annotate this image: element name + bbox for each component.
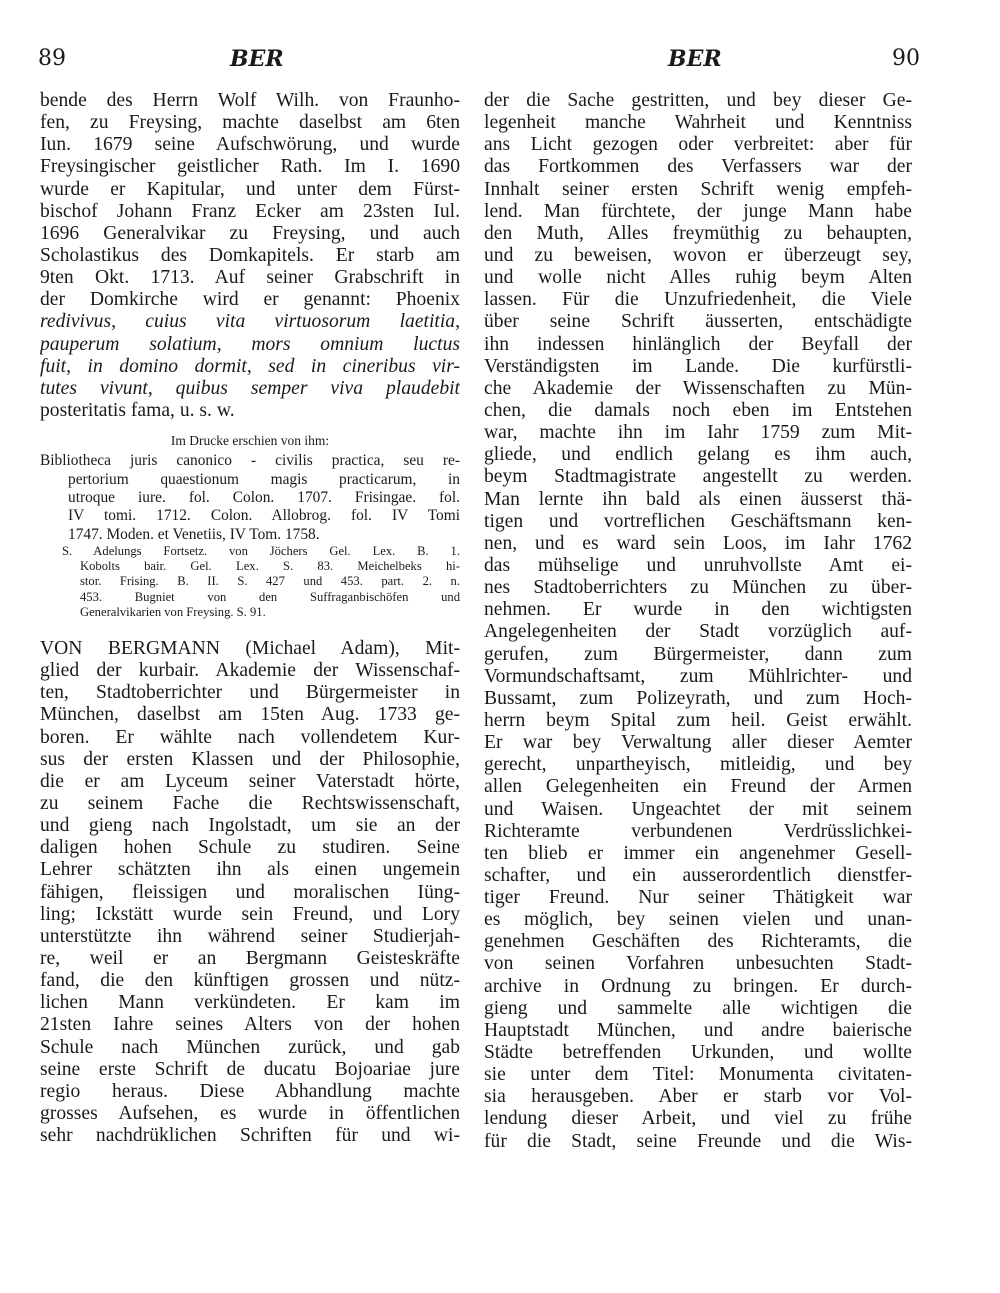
text-line: für die Stadt, seine Freunde und die Wis-: [484, 1130, 912, 1152]
text-line: von seinen Vorfahren unbesuchten Stadt-: [484, 953, 912, 975]
text-line: 21sten Iahre seines Alters von der hohen: [40, 1014, 460, 1036]
bibliography-line: Bibliotheca juris canonico - civilis practica, seu re-: [40, 452, 460, 470]
text-line: 1696 Generalvikar zu Freysing, und auch: [40, 222, 460, 244]
text-line: re, weil er an Bergmann Geisteskräfte: [40, 947, 460, 969]
right-page-number: 90: [892, 46, 920, 71]
text-line: über seine Schrift äusserten, entschädigte: [484, 311, 912, 333]
text-line: Iun. 1679 seine Aufschwörung, und wurde: [40, 134, 460, 156]
text-line: und zu beweisen, wovon er überzeugt sey,: [484, 244, 912, 266]
text-line: archive in Ordnung zu bringen. Er durch-: [484, 975, 912, 997]
text-line: fähigen, fleissigen und moralischen Iüng-: [40, 881, 460, 903]
text-line: bischof Johann Franz Ecker am 23sten Iul.: [40, 200, 460, 222]
text-line: es möglich, bey seinen vielen und unan-: [484, 909, 912, 931]
text-line: redivivus, cuius vita virtuosorum laetitia,: [40, 311, 460, 333]
text-line: Verständigsten im Lande. Die kurfürstli-: [484, 355, 912, 377]
text-line: gerufen, zum Bürgermeister, dann zum: [484, 643, 912, 665]
text-line: und gieng nach Ingolstadt, um sie an der: [40, 815, 460, 837]
entry-fraunhofen-continuation: [40, 90, 460, 422]
right-column: [484, 90, 912, 1153]
text-line: daligen hohen Schule zu studiren. Seine: [40, 837, 460, 859]
text-line: Innhalt seiner ersten Schrift wenig empfeh-: [484, 178, 912, 200]
reference-notes: [40, 544, 460, 620]
text-line: und wolle nicht Alles ruhig beym Alten: [484, 267, 912, 289]
text-line: ling; Ickstätt wurde sein Freund, und Lory: [40, 903, 460, 925]
bibliography-block: [40, 452, 460, 544]
text-line: glied der kurbair. Akademie der Wissenschaf-: [40, 660, 460, 682]
text-line: das Fortkommen des Verfassers war der: [484, 156, 912, 178]
text-line: die er am Lyceum seiner Vaterstadt hörte,: [40, 770, 460, 792]
text-line: genehmen Geschäften des Richteramts, die: [484, 931, 912, 953]
text-line: tiger Freund. Nur seiner Thätigkeit war: [484, 887, 912, 909]
text-line: Vormundschaftsamt, zum Mühlrichter- und: [484, 665, 912, 687]
text-line: der die Sache gestritten, und bey dieser Ge-: [484, 90, 912, 111]
text-line: ten, Stadtoberrichter und Bürgermeister in: [40, 682, 460, 704]
text-line: fen, zu Freysing, machte daselbst am 6ten: [40, 112, 460, 134]
text-line: gliede, und endlich gelang es ihm auch,: [484, 444, 912, 466]
text-line: Bussamt, zum Polizeyrath, und zum Hoch-: [484, 687, 912, 709]
text-line: bende des Herrn Wolf Wilh. von Fraunho-: [40, 90, 460, 111]
text-line: das mühselige und unruhvollste Amt ei-: [484, 554, 912, 576]
text-line: München, daselbst am 15ten Aug. 1733 ge-: [40, 704, 460, 726]
text-line: Scholastikus des Domkapitels. Er starb am: [40, 244, 460, 266]
text-line: sia herausgeben. Aber er starb vor Vol-: [484, 1086, 912, 1108]
text-line: Schule nach München zurück, und gab: [40, 1036, 460, 1058]
text-line: Städte betreffenden Urkunden, und wollte: [484, 1042, 912, 1064]
bibliography-line: utroque iure. fol. Colon. 1707. Frisingae. fol.: [68, 488, 460, 506]
text-line: unterstützte ihn während seiner Studierjah-: [40, 925, 460, 947]
text-line: war, machte ihn im Iahr 1759 zum Mit-: [484, 422, 912, 444]
note-line: S. Adelungs Fortsetz. von Jöchers Gel. Lex. B. 1.: [62, 544, 460, 559]
text-line: fand, die den künftigen grossen und nütz-: [40, 970, 460, 992]
text-line: sus der ersten Klassen und der Philosophie,: [40, 748, 460, 770]
text-line: Freysingischer geistlicher Rath. Im I. 1690: [40, 156, 460, 178]
left-column: [40, 90, 460, 1147]
text-line: sie unter dem Titel: Monumenta civitaten-: [484, 1064, 912, 1086]
text-line: lend. Man fürchtete, der junge Mann habe: [484, 200, 912, 222]
printed-works-heading: Im Drucke erschien von ihm:: [170, 433, 330, 449]
text-line: ans Licht gezogen oder verbreitet: aber für: [484, 134, 912, 156]
left-running-head: BER: [230, 46, 284, 72]
text-line: tigen und vortreflichen Geschäftsmann ken-: [484, 510, 912, 532]
bibliography-line: pertorium quaestionum magis practicarum, in: [68, 470, 460, 488]
note-line: Kobolts bair. Gel. Lex. S. 83. Meichelbeks hi-: [80, 559, 460, 574]
left-page-number: 89: [38, 46, 66, 71]
text-line: sehr nachdrüklichen Schriften für und wi-: [40, 1125, 460, 1147]
text-line: der Domkirche wird er genannt: Phoenix: [40, 289, 460, 311]
text-line: herrn beym Spital zum heil. Geist erwählt.: [484, 709, 912, 731]
text-line: Richteramte verbundenen Verdrüsslichkei-: [484, 820, 912, 842]
text-line: gerecht, unpartheyisch, mitleidig, und bey: [484, 754, 912, 776]
entry-bergmann-continuation: [484, 90, 912, 1153]
text-line: grosses Aufsehen, es wurde in öffentlichen: [40, 1102, 460, 1124]
text-line: den Muth, Alles freymüthig zu behaupten,: [484, 222, 912, 244]
text-line: Angelegenheiten der Stadt vorzüglich auf-: [484, 621, 912, 643]
entry-separator: [40, 620, 460, 638]
text-line: lichen Mann verkündeten. Er kam im: [40, 992, 460, 1014]
text-line: legenheit manche Wahrheit und Kenntniss: [484, 112, 912, 134]
text-line: che Akademie der Wissenschaften zu Mün-: [484, 377, 912, 399]
text-line: 9ten Okt. 1713. Auf seiner Grabschrift in: [40, 267, 460, 289]
text-line: lassen. Für die Unzufriedenheit, die Viele: [484, 289, 912, 311]
text-line: tutes vivunt, quibus semper viva plaudebit: [40, 377, 460, 399]
text-line: beym Stadtmagistrate angestellt zu werden.: [484, 466, 912, 488]
text-line: Lehrer schätzten ihn als einen ungemein: [40, 859, 460, 881]
text-line: schafter, und ein ausserordentlich dienstfer-: [484, 864, 912, 886]
text-line: ten blieb er immer ein angenehmer Gesell-: [484, 842, 912, 864]
note-line: Generalvikarien von Freysing. S. 91.: [80, 604, 266, 619]
text-line: zu seinem Fache die Rechtswissenschaft,: [40, 792, 460, 814]
text-line: seine erste Schrift de ducatu Bojoariae jure: [40, 1058, 460, 1080]
text-line: posteritatis fama, u. s. w.: [40, 399, 235, 421]
text-line: und Waisen. Ungeachtet der mit seinem: [484, 798, 912, 820]
text-line: allen Gelegenheiten ein Freund der Armen: [484, 776, 912, 798]
text-line: wurde er Kapitular, und unter dem Fürst-: [40, 178, 460, 200]
text-line: regio heraus. Diese Abhandlung machte: [40, 1080, 460, 1102]
text-line: Man lernte ihn bald als einen äusserst thä-: [484, 488, 912, 510]
text-line: Hauptstadt München, und andre baierische: [484, 1019, 912, 1041]
text-line: lendung dieser Arbeit, und viel zu frühe: [484, 1108, 912, 1130]
text-line: Er war bey Verwaltung aller dieser Aemter: [484, 732, 912, 754]
text-line: nehmen. Er wurde in den wichtigsten: [484, 599, 912, 621]
bibliography-line: IV tomi. 1712. Colon. Allobrog. fol. IV Tomi: [68, 507, 460, 525]
text-line: nen, und es ward sein Loos, im Iahr 1762: [484, 532, 912, 554]
right-running-head: BER: [668, 46, 722, 72]
entry-bergmann: [40, 638, 460, 1147]
text-line: pauperum solatium, mors omnium luctus: [40, 333, 460, 355]
note-line: stor. Frising. B. II. S. 427 und 453. part. 2. n.: [80, 574, 460, 589]
text-line: gieng und sammelte alle wichtigen die: [484, 997, 912, 1019]
text-line: boren. Er wählte nach vollendetem Kur-: [40, 726, 460, 748]
note-line: 453. Bugniet von den Suffraganbischöfen und: [80, 589, 460, 604]
text-line: fuit, in domino dormit, sed in cineribus vir-: [40, 355, 460, 377]
text-line: chen, die damals noch eben im Entstehen: [484, 399, 912, 421]
text-line: nes Stadtoberrichters zu München zu über-: [484, 577, 912, 599]
text-line: VON BERGMANN (Michael Adam), Mit-: [40, 638, 460, 659]
text-line: ihn indessen hinlänglich der Beyfall der: [484, 333, 912, 355]
bibliography-line: 1747. Moden. et Venetiis, IV Tom. 1758.: [68, 525, 320, 543]
